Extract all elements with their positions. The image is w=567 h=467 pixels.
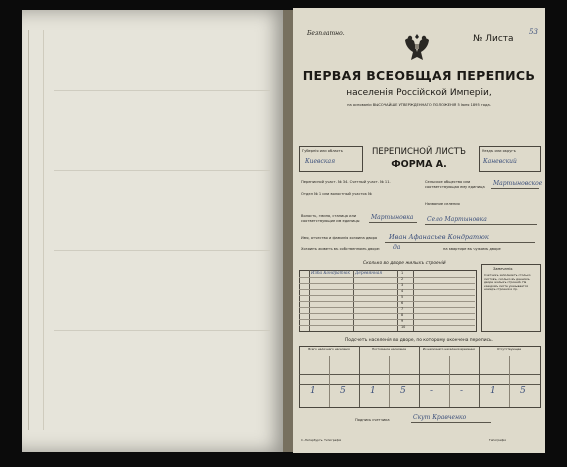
summary-value: -	[430, 386, 434, 396]
row-divider	[299, 295, 475, 296]
summary-value: 5	[340, 386, 346, 396]
summary-value: 1	[490, 386, 496, 396]
form-name: ФОРМА А.	[391, 159, 447, 170]
summary-value: 1	[370, 386, 376, 396]
community-label: Сельское общество или соответствующая ему единица	[425, 180, 485, 189]
dwelling-label: Хозяинъ живетъ въ собственномъ дворе:	[301, 247, 381, 251]
document-subtitle: населенiя Россiйской Имперiи,	[346, 88, 492, 98]
summary-value: 5	[400, 386, 406, 396]
row-divider	[299, 319, 475, 320]
census-number-line: Отдел № 1 или волостный участок №	[301, 192, 372, 196]
province-value: Киевская	[305, 158, 336, 165]
signature-value: Скут Кравченко	[413, 414, 467, 421]
printer-note-right: Типографiя	[489, 438, 506, 442]
sheet-title: ПЕРЕПИСНОЙ ЛИСТЪ	[371, 147, 467, 157]
community-value: Мартыновское	[493, 180, 543, 187]
ruled-line	[54, 250, 270, 251]
row-divider	[299, 283, 475, 284]
row-divider	[299, 289, 475, 290]
summary-value: 5	[520, 386, 526, 396]
underline	[369, 222, 417, 223]
subcolumn-divider	[449, 356, 450, 407]
district-line: Переписной участ. № 34. Счетный участ. № 11.	[301, 180, 391, 184]
subcolumn-divider	[509, 356, 510, 407]
underline	[385, 242, 535, 243]
row-divider	[299, 313, 475, 314]
underline	[425, 224, 537, 225]
row-number: 6	[401, 301, 404, 305]
owner-label: Имя, отчество и фамилiя хозяина двора	[301, 236, 378, 240]
row-name: Изба Кондратюк	[311, 270, 350, 275]
owner-value: Иван Афанасьев Кондратюк	[389, 233, 489, 241]
ruled-line	[54, 170, 270, 171]
county-value: Каневский	[483, 158, 517, 165]
summary-value: -	[460, 386, 464, 396]
row-number: 9	[401, 319, 404, 323]
row-number: 1	[401, 271, 404, 275]
free-label: Безплатно.	[307, 30, 345, 37]
row-divider	[299, 307, 475, 308]
row-number: 10	[401, 325, 406, 329]
legal-basis-line: на основанiи ВЫСОЧАЙШЕ УТВЕРЖДЕННАГО ПОЛОЖЕНIЯ 5 Iюня 1895 года.	[347, 103, 491, 107]
printer-note-left: С.-Петербургъ. Типографiя	[301, 438, 342, 442]
note-heading: Замечанiя.	[493, 267, 514, 271]
row-number: 7	[401, 307, 404, 311]
summary-header: Из наличнаго населенiя временно	[422, 347, 476, 351]
row-divider	[299, 277, 475, 278]
volost-value: Мартыновка	[371, 214, 414, 221]
summary-header: Отсутствующее	[496, 347, 522, 351]
province-label: Губернiя или область	[302, 149, 343, 153]
summary-value: 1	[310, 386, 316, 396]
row-number: 8	[401, 313, 404, 317]
column-divider	[359, 346, 360, 407]
left-page	[22, 10, 290, 452]
summary-header: Постоянное населенiе	[371, 347, 407, 351]
county-label: Уездъ или округъ	[482, 149, 516, 153]
row-divider	[299, 301, 475, 302]
column-divider	[479, 346, 480, 407]
double-headed-eagle-emblem	[401, 30, 433, 64]
summary-table	[299, 346, 541, 408]
summary-header: Всего наличнаго населенiя	[308, 347, 350, 351]
underline	[411, 422, 491, 423]
ruled-line	[54, 90, 270, 91]
subcolumn-divider	[329, 356, 330, 407]
ruled-line	[54, 330, 270, 331]
dwelling-value: да	[393, 244, 401, 251]
row-number: 3	[401, 283, 404, 287]
volost-label: Волость, гмина, станица или соответствующие им единицы	[301, 214, 360, 223]
row-number: 2	[401, 277, 404, 281]
column-divider	[419, 346, 420, 407]
census-form-page	[293, 8, 545, 453]
settlement-value: Село Мартыновка	[427, 216, 487, 223]
row-divider	[299, 325, 475, 326]
row-number: 4	[401, 289, 404, 293]
underline	[491, 188, 539, 189]
note-text: Счетчикъ заполняетъ столько листовъ, сколько въ данномъ дворе жилыхъ строенiй. На каждомъ листе указывается номеръ строенiя и пр.	[484, 273, 531, 292]
page-stack-edge	[28, 30, 44, 430]
row-kind: Деревянная	[355, 270, 383, 275]
other-dwelling-label: на квартире въ чужомъ дворе	[443, 247, 501, 251]
sheet-number-value: 53	[529, 28, 538, 36]
summary-title: Подсчетъ населенiя во дворе, по которому окончена перепись.	[344, 338, 493, 343]
row-number: 5	[401, 295, 404, 299]
signature-label: Подпись счетчика	[355, 418, 390, 422]
settlement-label: Название селения	[425, 202, 460, 206]
subcolumn-divider	[389, 356, 390, 407]
document-title: ПЕРВАЯ ВСЕОБЩАЯ ПЕРЕПИСЬ	[302, 68, 536, 83]
residents-header: Сколько во дворе жилыхъ строенiй	[363, 261, 446, 266]
sheet-number-label: № Листа	[473, 34, 514, 44]
